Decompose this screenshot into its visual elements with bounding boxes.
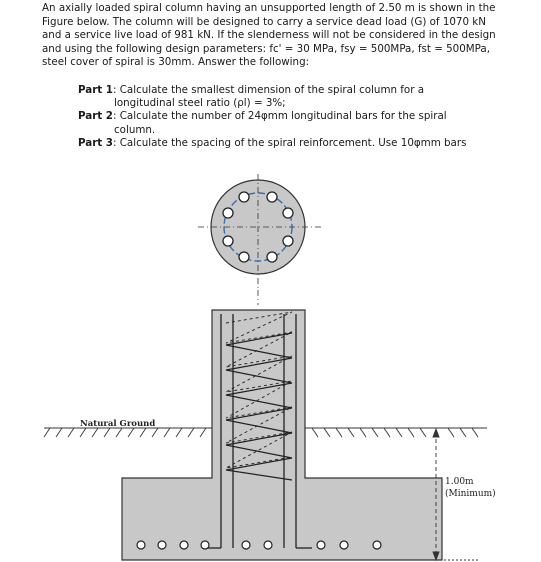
column-elevation [122, 310, 442, 560]
intro-line: An axially loaded spiral column having an unsupported length of 2.50 m is shown in the [42, 2, 496, 14]
bar-circle [223, 208, 233, 218]
bar-circle [239, 252, 249, 262]
part-label: Part 1 [78, 84, 113, 96]
bar-circle [137, 541, 145, 549]
intro-line: steel cover of spiral is 30mm. Answer the following: [42, 56, 310, 69]
bar-circle [242, 541, 250, 549]
bar-circle [317, 541, 325, 549]
bar-circle [223, 236, 233, 246]
depth-note: (Minimum) [445, 489, 496, 499]
bar-circle [267, 252, 277, 262]
arrow-up-icon [433, 429, 439, 437]
bar-circle [180, 541, 188, 549]
bar-circle [283, 208, 293, 218]
bar-circle [340, 541, 348, 549]
part-text: : Calculate the smallest dimension of the spiral column for a [112, 84, 425, 96]
column-cross-section [198, 174, 322, 290]
part-text-continued: column. [114, 123, 156, 136]
natural-ground-label: Natural Ground [80, 419, 156, 429]
bar-circle [283, 236, 293, 246]
part-text: : Calculate the spacing of the spiral reinforcement. Use 10φmm bars [112, 136, 467, 149]
intro-line: and using the following design parameters: fc' = 30 MPa, fsy = 500MPa, fst = 500MPa, [42, 42, 490, 55]
bar-circle [264, 541, 272, 549]
intro-line: Figure below. The column will be designed to carry a service dead load (G) of 1070 kN [42, 15, 486, 28]
part-label: Part 2 [78, 110, 113, 123]
depth-label: 1.00m [445, 477, 474, 487]
intro-line: and a service live load of 981 kN. If the slenderness will not be considered in the design [42, 29, 496, 42]
part-label: Part 3 [78, 136, 113, 149]
part-text-continued: longitudinal steel ratio (ρl) = 3%; [114, 97, 286, 110]
bar-circle [201, 541, 209, 549]
bar-circle [239, 192, 249, 202]
bar-circle [267, 192, 277, 202]
part-text: : Calculate the number of 24φmm longitudinal bars for the spiral [112, 110, 447, 123]
bar-circle [373, 541, 381, 549]
bar-circle [158, 541, 166, 549]
